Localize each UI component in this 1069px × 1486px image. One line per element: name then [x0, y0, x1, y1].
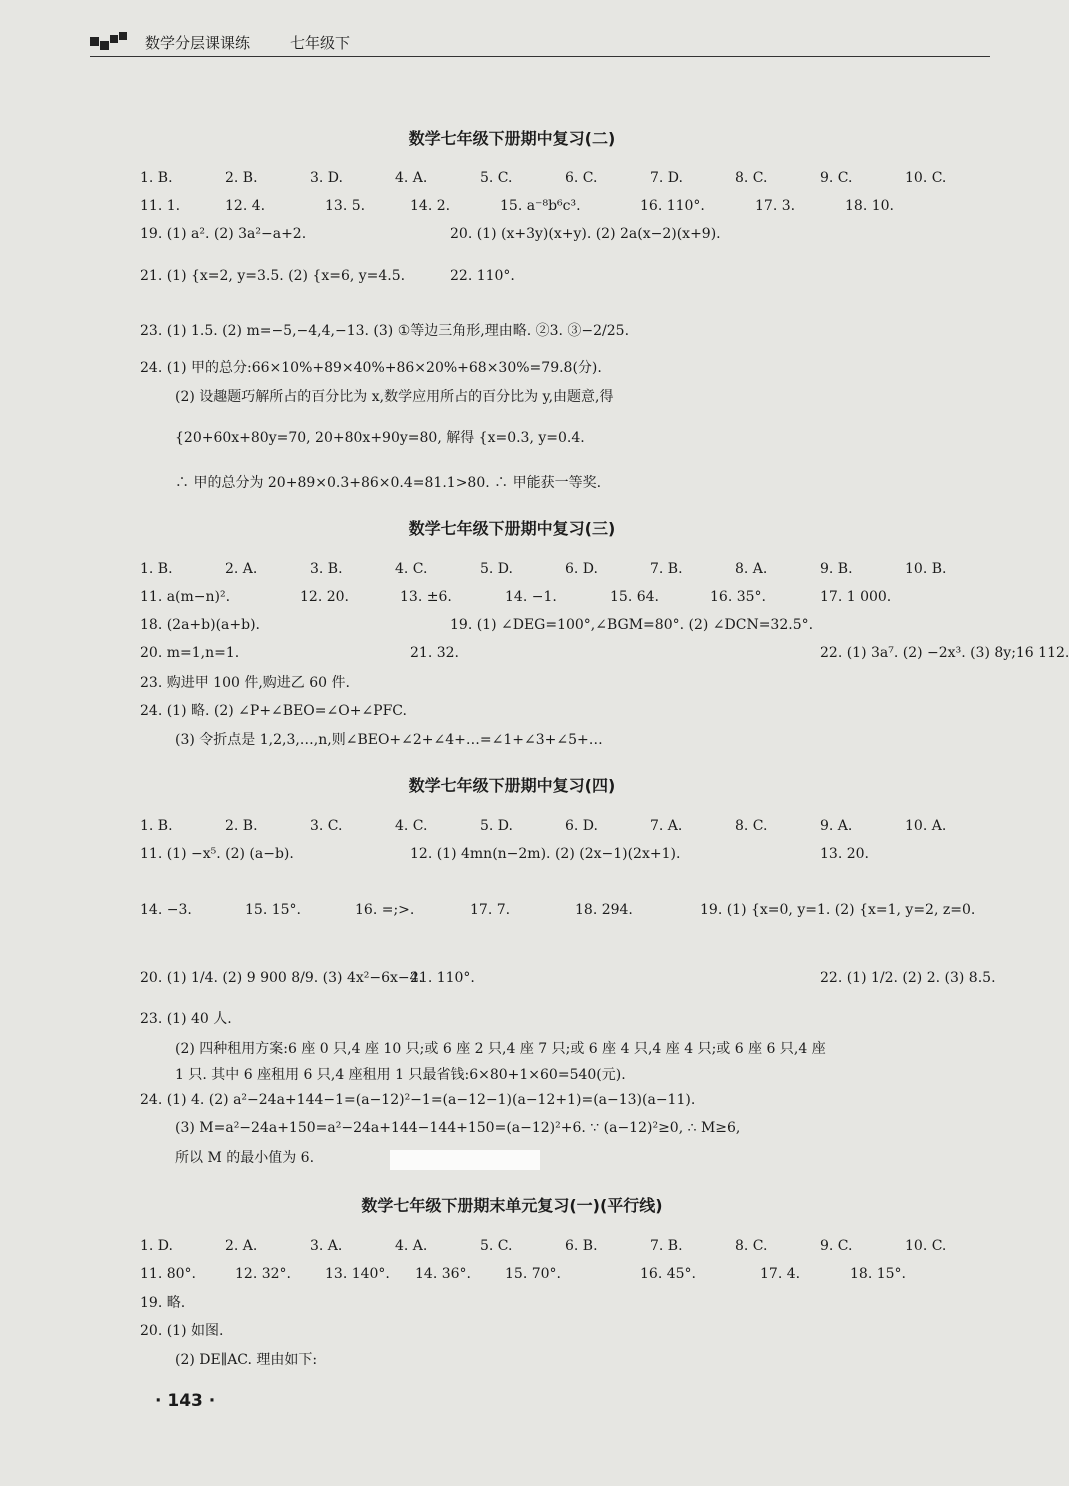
answer-item: 6. C.: [565, 170, 598, 186]
answer-item: 20. (1) 如图.: [140, 1323, 224, 1339]
answer-item: 6. B.: [565, 1238, 598, 1254]
answer-item: 6. D.: [565, 818, 598, 834]
answer-item: 4. A.: [395, 1238, 428, 1254]
answer-item: 4. C.: [395, 561, 428, 577]
answer-item: 15. 64.: [610, 589, 659, 605]
answer-item: 16. 110°.: [640, 198, 705, 214]
answer-item: 1. B.: [140, 818, 173, 834]
answer-item: 23. 购进甲 100 件,购进乙 60 件.: [140, 675, 350, 691]
answer-item: 10. C.: [905, 170, 947, 186]
answer-item: 21. 110°.: [410, 970, 475, 986]
answer-item: 24. (1) 略. (2) ∠P+∠BEO=∠O+∠PFC.: [140, 703, 407, 719]
section-title: 数学七年级下册期中复习(三): [408, 519, 616, 538]
answer-item: 10. A.: [905, 818, 947, 834]
answer-item: 17. 4.: [760, 1266, 801, 1282]
answer-item: 15. 70°.: [505, 1266, 561, 1282]
answer-item: 5. D.: [480, 818, 513, 834]
book-title: 数学分层课课练: [145, 34, 251, 52]
answer-item: 18. 10.: [845, 198, 894, 214]
answer-item: 9. A.: [820, 818, 853, 834]
answer-item: 12. 32°.: [235, 1266, 291, 1282]
answer-item: 21. 32.: [410, 645, 459, 661]
answer-item: 7. B.: [650, 1238, 683, 1254]
answer-item: 15. 15°.: [245, 902, 301, 918]
answer-item: 3. B.: [310, 561, 343, 577]
answer-item: 21. (1) {x=2, y=3.5. (2) {x=6, y=4.5.: [140, 268, 406, 284]
answer-item: 22. (1) 3a⁷. (2) −2x³. (3) 8y;16 112.: [820, 645, 1069, 661]
answer-item: (3) M=a²−24a+150=a²−24a+144−144+150=(a−12)²+6. ∵ (a−12)²≥0, ∴ M≥6,: [175, 1120, 741, 1136]
answer-item: 13. 5.: [325, 198, 366, 214]
answer-item: 12. (1) 4mn(n−2m). (2) (2x−1)(2x+1).: [410, 846, 681, 862]
answer-item: 7. A.: [650, 818, 683, 834]
answer-item: 5. D.: [480, 561, 513, 577]
page-number: · 143 ·: [155, 1391, 216, 1411]
answer-item: 16. =;>.: [355, 902, 415, 918]
answer-item: 7. B.: [650, 561, 683, 577]
answer-item: 17. 3.: [755, 198, 796, 214]
answer-item: ∴ 甲的总分为 20+89×0.3+86×0.4=81.1>80. ∴ 甲能获一等奖.: [175, 475, 602, 491]
answer-item: (2) DE∥AC. 理由如下:: [175, 1352, 318, 1368]
answer-item: 所以 M 的最小值为 6.: [175, 1150, 315, 1166]
answer-item: 2. A.: [225, 1238, 258, 1254]
answer-item: {20+60x+80y=70, 20+80x+90y=80, 解得 {x=0.3, y=0.4.: [175, 430, 585, 446]
grade-label: 七年级下: [290, 34, 351, 52]
answer-item: 17. 1 000.: [820, 589, 892, 605]
answer-item: 12. 4.: [225, 198, 266, 214]
answer-item: 16. 35°.: [710, 589, 766, 605]
book-logo-icon: [90, 32, 128, 50]
answer-item: 20. (1) 1/4. (2) 9 900 8/9. (3) 4x²−6x−4.: [140, 970, 423, 986]
answer-item: 19. (1) {x=0, y=1. (2) {x=1, y=2, z=0.: [700, 902, 976, 918]
answer-item: 9. C.: [820, 170, 853, 186]
answer-item: 22. 110°.: [450, 268, 515, 284]
answer-item: 14. 36°.: [415, 1266, 471, 1282]
print-smudge: [390, 1150, 540, 1170]
answer-item: 3. A.: [310, 1238, 343, 1254]
answer-item: 10. C.: [905, 1238, 947, 1254]
answer-item: 14. −1.: [505, 589, 557, 605]
answer-item: 3. D.: [310, 170, 343, 186]
answer-item: 4. C.: [395, 818, 428, 834]
answer-item: 14. 2.: [410, 198, 451, 214]
answer-item: 19. (1) ∠DEG=100°,∠BGM=80°. (2) ∠DCN=32.5°.: [450, 617, 814, 633]
answer-item: 1. B.: [140, 170, 173, 186]
answer-item: 5. C.: [480, 170, 513, 186]
answer-item: 10. B.: [905, 561, 947, 577]
answer-item: 12. 20.: [300, 589, 349, 605]
answer-item: 2. A.: [225, 561, 258, 577]
answer-item: (2) 四种租用方案:6 座 0 只,4 座 10 只;或 6 座 2 只,4 座 7 只;或 6 座 4 只,4 座 4 只;或 6 座 6 只,4 座: [175, 1041, 826, 1057]
answer-item: 1. B.: [140, 561, 173, 577]
answer-item: 8. A.: [735, 561, 768, 577]
answer-item: 16. 45°.: [640, 1266, 696, 1282]
answer-item: 11. a(m−n)².: [140, 589, 231, 605]
answer-item: 15. a⁻⁸b⁶c³.: [500, 198, 581, 214]
answer-item: (3) 令折点是 1,2,3,…,n,则∠BEO+∠2+∠4+…=∠1+∠3+∠5+…: [175, 732, 603, 748]
answer-item: 11. 1.: [140, 198, 181, 214]
answer-item: 8. C.: [735, 1238, 768, 1254]
answer-item: 5. C.: [480, 1238, 513, 1254]
answer-item: 18. (2a+b)(a+b).: [140, 617, 260, 633]
answer-item: 14. −3.: [140, 902, 192, 918]
answer-item: 24. (1) 4. (2) a²−24a+144−1=(a−12)²−1=(a−12−1)(a−12+1)=(a−13)(a−11).: [140, 1092, 696, 1108]
answer-item: 18. 294.: [575, 902, 633, 918]
section-title: 数学七年级下册期中复习(二): [408, 129, 616, 148]
answer-item: 24. (1) 甲的总分:66×10%+89×40%+86×20%+68×30%=79.8(分).: [140, 360, 602, 376]
answer-item: 20. (1) (x+3y)(x+y). (2) 2a(x−2)(x+9).: [450, 226, 721, 242]
answer-item: 23. (1) 1.5. (2) m=−5,−4,4,−13. (3) ①等边三角形,理由略. ②3. ③−2/25.: [140, 323, 630, 339]
answer-item: 11. (1) −x⁵. (2) (a−b).: [140, 846, 294, 862]
answer-item: 1. D.: [140, 1238, 173, 1254]
answer-item: 18. 15°.: [850, 1266, 906, 1282]
answer-item: 11. 80°.: [140, 1266, 196, 1282]
running-header: [90, 28, 990, 57]
answer-item: 20. m=1,n=1.: [140, 645, 240, 661]
answer-item: 13. 140°.: [325, 1266, 390, 1282]
answer-item: 8. C.: [735, 818, 768, 834]
answer-item: 22. (1) 1/2. (2) 2. (3) 8.5.: [820, 970, 996, 986]
answer-item: (2) 设趣题巧解所占的百分比为 x,数学应用所占的百分比为 y,由题意,得: [175, 389, 614, 405]
answer-item: 4. A.: [395, 170, 428, 186]
section-title: 数学七年级下册期中复习(四): [408, 776, 616, 795]
answer-item: 1 只. 其中 6 座租用 6 只,4 座租用 1 只最省钱:6×80+1×60=540(元).: [175, 1067, 626, 1083]
answer-item: 23. (1) 40 人.: [140, 1011, 232, 1027]
answer-item: 17. 7.: [470, 902, 511, 918]
answer-item: 9. B.: [820, 561, 853, 577]
answer-item: 6. D.: [565, 561, 598, 577]
answer-item: 8. C.: [735, 170, 768, 186]
section-title: 数学七年级下册期末单元复习(一)(平行线): [361, 1196, 663, 1215]
answer-item: 2. B.: [225, 170, 258, 186]
answer-item: 13. ±6.: [400, 589, 452, 605]
answer-item: 7. D.: [650, 170, 683, 186]
answer-item: 9. C.: [820, 1238, 853, 1254]
answer-item: 19. (1) a². (2) 3a²−a+2.: [140, 226, 307, 242]
answer-item: 13. 20.: [820, 846, 869, 862]
answer-item: 3. C.: [310, 818, 343, 834]
answer-item: 19. 略.: [140, 1295, 186, 1311]
answer-item: 2. B.: [225, 818, 258, 834]
